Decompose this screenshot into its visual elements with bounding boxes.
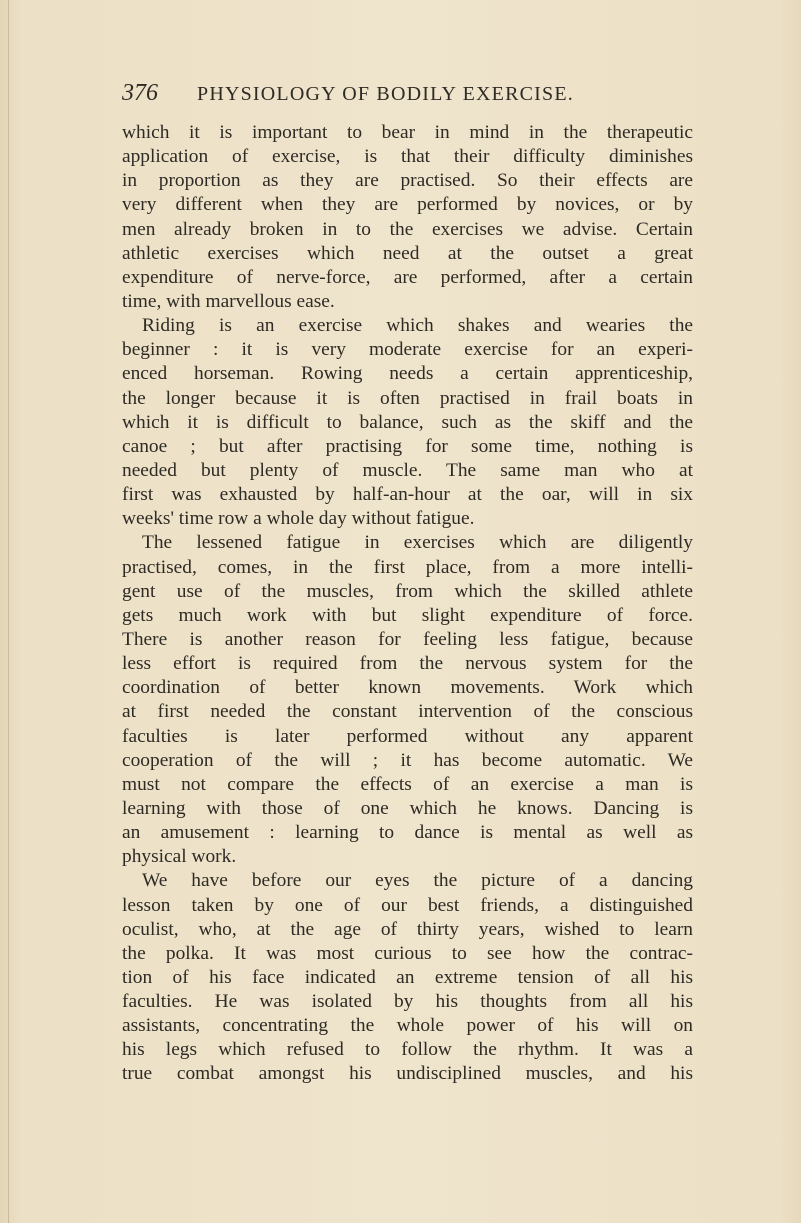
text-line: coordination of better known movements. Work which: [122, 677, 693, 699]
text-line: which it is difficult to balance, such as the skiff and the: [122, 411, 693, 433]
text-line: less effort is required from the nervous system for the: [122, 653, 693, 675]
text-line: application of exercise, is that their difficulty diminishes: [122, 146, 693, 168]
text-line: time, with marvellous ease.: [122, 290, 335, 312]
page-gutter-edge: [8, 0, 9, 1223]
text-line: the longer because it is often practised in frail boats in: [122, 387, 693, 409]
text-line: beginner : it is very moderate exercise for an experi-: [122, 339, 693, 361]
text-line: oculist, who, at the age of thirty years, wished to learn: [122, 918, 693, 940]
text-line: gent use of the muscles, from which the skilled athlete: [122, 580, 693, 602]
text-line: very different when they are performed by novices, or by: [122, 194, 693, 216]
text-line: needed but plenty of muscle. The same man who at: [122, 459, 693, 481]
text-line: true combat amongst his undisciplined muscles, and his: [122, 1063, 693, 1085]
text-line: at first needed the constant intervention of the conscious: [122, 701, 693, 723]
text-line: assistants, concentrating the whole power of his will on: [122, 1015, 693, 1037]
body-text: [122, 121, 693, 1087]
text-line: gets much work with but slight expenditure of force.: [122, 604, 693, 626]
text-line: tion of his face indicated an extreme tension of all his: [122, 966, 693, 988]
text-line: enced horseman. Rowing needs a certain apprenticeship,: [122, 363, 693, 385]
text-line: in proportion as they are practised. So their effects are: [122, 170, 693, 192]
running-title: PHYSIOLOGY OF BODILY EXERCISE.: [197, 83, 574, 105]
text-line: cooperation of the will ; it has become automatic. We: [122, 749, 693, 771]
text-line: his legs which refused to follow the rhythm. It was a: [122, 1039, 693, 1061]
text-line: first was exhausted by half-an-hour at the oar, will in six: [122, 484, 693, 506]
text-line: faculties. He was isolated by his thoughts from all his: [122, 991, 693, 1013]
text-line: the polka. It was most curious to see how the contrac-: [122, 942, 693, 964]
text-line: The lessened fatigue in exercises which are diligently: [142, 532, 693, 554]
text-line: lesson taken by one of our best friends, a distinguished: [122, 894, 693, 916]
text-line: Riding is an exercise which shakes and wearies the: [142, 315, 693, 337]
text-line: We have before our eyes the picture of a dancing: [142, 870, 693, 892]
text-line: expenditure of nerve-force, are performed, after a certain: [122, 266, 693, 288]
text-line: learning with those of one which he knows. Dancing is: [122, 797, 693, 819]
text-line: canoe ; but after practising for some time, nothing is: [122, 435, 693, 457]
text-line: faculties is later performed without any apparent: [122, 725, 693, 747]
text-line: must not compare the effects of an exercise a man is: [122, 773, 693, 795]
text-line: an amusement : learning to dance is mental as well as: [122, 822, 693, 844]
text-line: men already broken in to the exercises we advise. Certain: [122, 218, 693, 240]
text-line: athletic exercises which need at the outset a great: [122, 242, 693, 264]
text-line: practised, comes, in the first place, from a more intelli-: [122, 556, 693, 578]
text-line: which it is important to bear in mind in the therapeutic: [122, 122, 693, 143]
page-number: 376: [122, 80, 158, 106]
page-header: [122, 80, 722, 110]
text-line: physical work.: [122, 846, 237, 868]
text-line: weeks' time row a whole day without fatigue.: [122, 508, 475, 530]
text-line: There is another reason for feeling less fatigue, because: [122, 628, 693, 650]
